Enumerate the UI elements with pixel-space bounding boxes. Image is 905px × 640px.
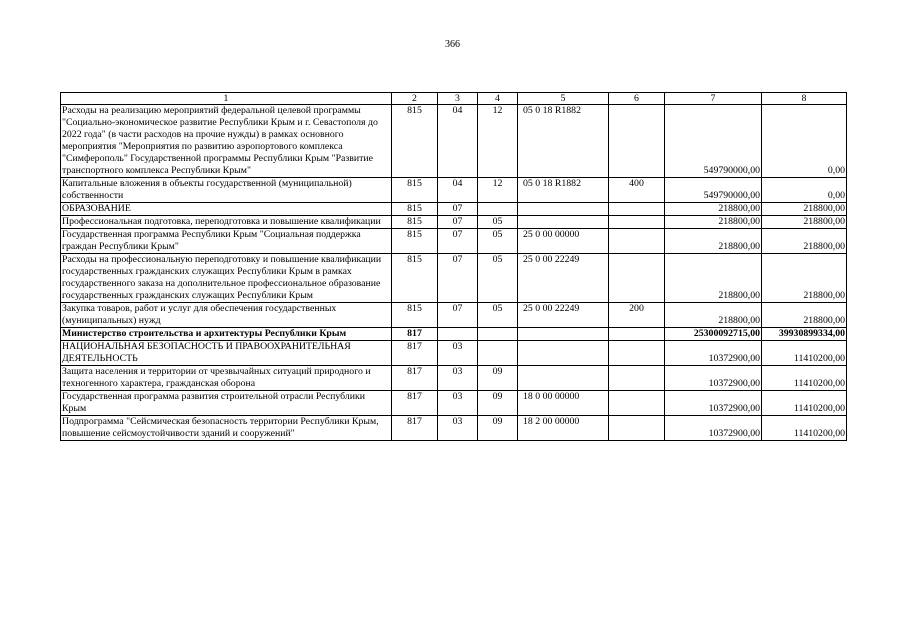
table-row [61, 341, 847, 366]
amount-year2-cell: 11410200,00 [762, 366, 847, 391]
amount-year1-cell: 10372900,00 [665, 416, 762, 441]
table-row [61, 254, 847, 303]
header-cell-3: 3 [438, 93, 478, 105]
amount-year2-cell: 11410200,00 [762, 391, 847, 416]
subsection-code-cell [478, 341, 518, 366]
amount-year1-cell: 218800,00 [665, 254, 762, 303]
section-code-cell: 04 [438, 105, 478, 178]
ministry-code-cell: 815 [392, 303, 438, 328]
amount-year2-cell: 218800,00 [762, 203, 847, 216]
header-cell-7: 7 [665, 93, 762, 105]
subsection-code-cell: 05 [478, 229, 518, 254]
amount-year1-cell: 549790000,00 [665, 178, 762, 203]
ministry-code-cell: 817 [392, 328, 438, 341]
ministry-code-cell: 815 [392, 254, 438, 303]
table-row [61, 229, 847, 254]
amount-year1-cell: 10372900,00 [665, 341, 762, 366]
amount-year2-cell: 11410200,00 [762, 341, 847, 366]
amount-year1-cell: 218800,00 [665, 203, 762, 216]
expense-type-cell [609, 416, 665, 441]
target-article-cell [518, 366, 609, 391]
target-article-cell [518, 328, 609, 341]
table-row [61, 391, 847, 416]
table-row [61, 366, 847, 391]
amount-year2-cell: 218800,00 [762, 216, 847, 229]
expense-type-cell [609, 328, 665, 341]
header-cell-2: 2 [392, 93, 438, 105]
section-code-cell: 07 [438, 203, 478, 216]
ministry-code-cell: 817 [392, 366, 438, 391]
amount-year1-cell: 25300092715,00 [665, 328, 762, 341]
target-article-cell: 18 0 00 00000 [518, 391, 609, 416]
expense-type-cell: 400 [609, 178, 665, 203]
header-cell-1: 1 [61, 93, 392, 105]
subsection-code-cell: 05 [478, 303, 518, 328]
target-article-cell [518, 341, 609, 366]
table-row [61, 105, 847, 178]
amount-year1-cell: 218800,00 [665, 229, 762, 254]
header-cell-5: 5 [518, 93, 609, 105]
subsection-code-cell [478, 328, 518, 341]
expense-type-cell [609, 341, 665, 366]
section-code-cell: 03 [438, 366, 478, 391]
target-article-cell: 18 2 00 00000 [518, 416, 609, 441]
header-cell-6: 6 [609, 93, 665, 105]
expense-type-cell [609, 254, 665, 303]
budget-table [60, 92, 847, 441]
ministry-code-cell: 817 [392, 416, 438, 441]
target-article-cell [518, 203, 609, 216]
ministry-code-cell: 815 [392, 105, 438, 178]
amount-year2-cell: 218800,00 [762, 229, 847, 254]
amount-year2-cell: 39930899334,00 [762, 328, 847, 341]
section-code-cell: 03 [438, 341, 478, 366]
header-cell-4: 4 [478, 93, 518, 105]
section-code-cell: 07 [438, 303, 478, 328]
section-code-cell: 04 [438, 178, 478, 203]
table-row [61, 203, 847, 216]
row-name-cell: Министерство строительства и архитектуры Республики Крым [61, 328, 392, 341]
ministry-code-cell: 815 [392, 178, 438, 203]
expense-type-cell [609, 229, 665, 254]
amount-year2-cell: 11410200,00 [762, 416, 847, 441]
expense-type-cell [609, 391, 665, 416]
ministry-code-cell: 817 [392, 391, 438, 416]
table-row [61, 216, 847, 229]
target-article-cell: 25 0 00 22249 [518, 303, 609, 328]
row-name-cell: Защита населения и территории от чрезвычайных ситуаций природного и техногенного характера, гражданская оборона [61, 366, 392, 391]
header-row [61, 93, 847, 105]
subsection-code-cell: 09 [478, 366, 518, 391]
expense-type-cell [609, 366, 665, 391]
target-article-cell [518, 216, 609, 229]
row-name-cell: Закупка товаров, работ и услуг для обеспечения государственных (муниципальных) нужд [61, 303, 392, 328]
ministry-code-cell: 815 [392, 203, 438, 216]
row-name-cell: НАЦИОНАЛЬНАЯ БЕЗОПАСНОСТЬ И ПРАВООХРАНИТЕЛЬНАЯ ДЕЯТЕЛЬНОСТЬ [61, 341, 392, 366]
row-name-cell: ОБРАЗОВАНИЕ [61, 203, 392, 216]
expense-type-cell [609, 216, 665, 229]
row-name-cell: Расходы на реализацию мероприятий федеральной целевой программы "Социально-экономическое развитие Республики Крым и г. Севастополя до 2022 года" (в части расходов на прочие нужды) в рамках основного мероприятия "Мероприятия по развитию аэропортового комплекса "Симферополь" Государственной программы Республики Крым "Развитие транспортного комплекса Республики Крым" [61, 105, 392, 178]
section-code-cell: 03 [438, 416, 478, 441]
amount-year2-cell: 0,00 [762, 105, 847, 178]
amount-year2-cell: 218800,00 [762, 303, 847, 328]
amount-year2-cell: 0,00 [762, 178, 847, 203]
subsection-code-cell [478, 203, 518, 216]
target-article-cell: 25 0 00 22249 [518, 254, 609, 303]
row-name-cell: Профессиональная подготовка, переподготовка и повышение квалификации [61, 216, 392, 229]
subsection-code-cell: 12 [478, 105, 518, 178]
expense-type-cell [609, 105, 665, 178]
section-code-cell: 03 [438, 391, 478, 416]
page-number: 366 [445, 39, 460, 50]
subsection-code-cell: 05 [478, 216, 518, 229]
section-code-cell: 07 [438, 254, 478, 303]
ministry-code-cell: 815 [392, 229, 438, 254]
target-article-cell: 25 0 00 00000 [518, 229, 609, 254]
ministry-code-cell: 817 [392, 341, 438, 366]
amount-year1-cell: 218800,00 [665, 216, 762, 229]
subsection-code-cell: 12 [478, 178, 518, 203]
subsection-code-cell: 09 [478, 416, 518, 441]
table-row [61, 328, 847, 341]
amount-year1-cell: 549790000,00 [665, 105, 762, 178]
row-name-cell: Подпрограмма "Сейсмическая безопасность территории Республики Крым, повышение сейсмоустойчивости зданий и сооружений" [61, 416, 392, 441]
row-name-cell: Государственная программа Республики Крым "Социальная поддержка граждан Республики Крым" [61, 229, 392, 254]
section-code-cell: 07 [438, 216, 478, 229]
subsection-code-cell: 05 [478, 254, 518, 303]
target-article-cell: 05 0 18 R1882 [518, 105, 609, 178]
table-row [61, 178, 847, 203]
amount-year1-cell: 10372900,00 [665, 366, 762, 391]
table-row [61, 303, 847, 328]
expense-type-cell [609, 203, 665, 216]
target-article-cell: 05 0 18 R1882 [518, 178, 609, 203]
expense-type-cell: 200 [609, 303, 665, 328]
row-name-cell: Расходы на профессиональную переподготовку и повышение квалификации государственных гражданских служащих Республики Крым в рамках государственного заказа на дополнительное профессиональное образование государственных гражданских служащих Республики Крым [61, 254, 392, 303]
table-row [61, 416, 847, 441]
row-name-cell: Государственная программа развития строительной отрасли Республики Крым [61, 391, 392, 416]
subsection-code-cell: 09 [478, 391, 518, 416]
row-name-cell: Капитальные вложения в объекты государственной (муниципальной) собственности [61, 178, 392, 203]
amount-year2-cell: 218800,00 [762, 254, 847, 303]
section-code-cell [438, 328, 478, 341]
amount-year1-cell: 10372900,00 [665, 391, 762, 416]
header-cell-8: 8 [762, 93, 847, 105]
section-code-cell: 07 [438, 229, 478, 254]
ministry-code-cell: 815 [392, 216, 438, 229]
amount-year1-cell: 218800,00 [665, 303, 762, 328]
